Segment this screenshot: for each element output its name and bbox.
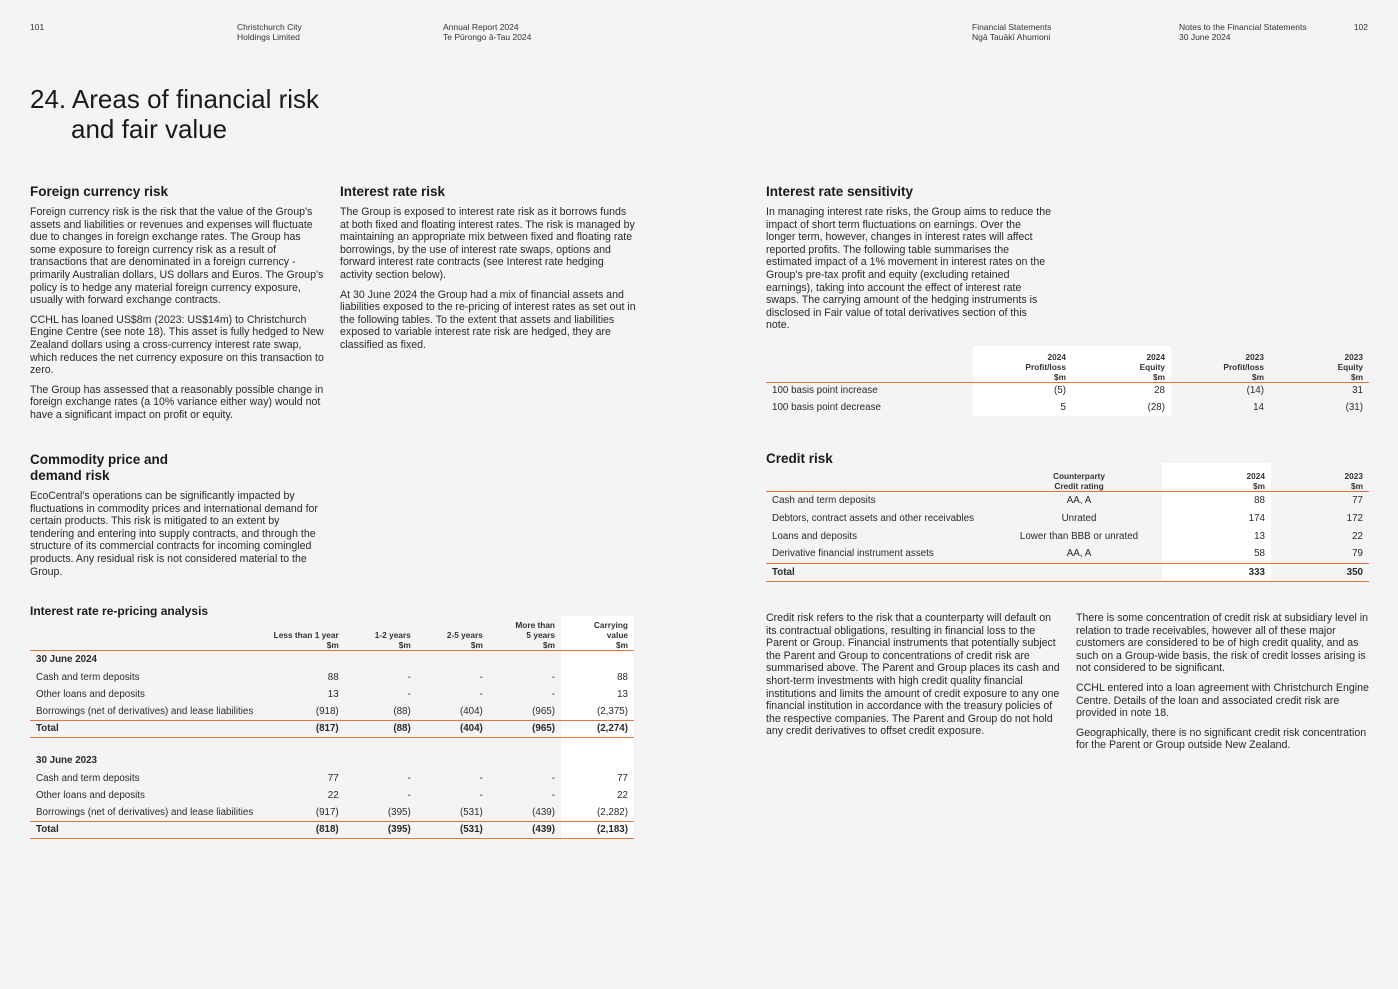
table-cell: 77 xyxy=(1352,494,1363,506)
table-cell: Cash and term deposits xyxy=(36,773,140,784)
credit-col-header: 2023 $m xyxy=(1344,470,1363,491)
table-cell: 88 xyxy=(561,669,634,686)
table-cell: (439) xyxy=(532,824,556,835)
table-cell: 31 xyxy=(1352,385,1363,397)
repricing-row xyxy=(30,669,634,686)
table-cell: Cash and term deposits xyxy=(36,672,140,683)
table-cell xyxy=(561,751,634,770)
table-cell: 14 xyxy=(1253,402,1264,413)
table-cell: Borrowings (net of derivatives) and lease liabilities xyxy=(36,806,254,818)
page-title-line1: 24. Areas of financial risk xyxy=(30,84,320,114)
table-cell: Loans and deposits xyxy=(772,530,857,542)
table-cell: - xyxy=(551,773,556,784)
credit-row xyxy=(766,527,1369,545)
table-cell xyxy=(30,737,268,751)
table-cell xyxy=(268,650,345,669)
table-cell xyxy=(345,751,417,770)
org-name xyxy=(237,22,302,42)
table-cell: Derivative financial instrument assets xyxy=(772,548,934,560)
sensitivity-p1: In managing interest rate risks, the Group aims to reduce the impact of short term fluctuations on earnings. Over the longer term, however, changes in interest rates will affect reported profits. The following table summarises the estimated impact of a 1% movement in interest rates on the Group's pre-tax profit and equity (excluding retained earnings), taking into account the effect of interest rate swaps. The carrying amount of the hedging instruments is disclosed in Fair value of total derivatives section of this note. xyxy=(766,206,1051,332)
credit-row xyxy=(766,545,1369,563)
page-title xyxy=(30,84,319,144)
table-cell: Debtors, contract assets and other receivables xyxy=(772,512,975,524)
table-cell: 79 xyxy=(1352,548,1363,560)
table-cell: 77 xyxy=(327,773,339,784)
table-cell xyxy=(417,737,489,751)
table-cell: 100 basis point decrease xyxy=(772,402,881,413)
table-cell: (965) xyxy=(532,705,556,717)
table-cell: 88 xyxy=(1162,491,1271,509)
table-cell: (818) xyxy=(315,824,339,835)
repricing-section-row xyxy=(30,751,634,770)
repricing-row xyxy=(30,703,634,720)
credit-col-header: 2024 $m xyxy=(1162,463,1271,491)
interest-rate-risk-section xyxy=(340,184,636,359)
table-cell: 100 basis point increase xyxy=(772,385,878,397)
table-cell: 13 xyxy=(327,689,339,700)
table-cell xyxy=(417,751,489,770)
sensitivity-col-header: 2024 Equity $m xyxy=(1072,346,1171,382)
credit-col-header: Counterparty Credit rating xyxy=(1052,470,1106,491)
table-cell: 30 June 2023 xyxy=(36,755,98,766)
repricing-table xyxy=(30,616,634,839)
table-cell: (2,183) xyxy=(561,821,634,838)
repricing-row xyxy=(30,787,634,804)
sensitivity-col-header: 2024 Profit/loss $m xyxy=(973,346,1072,382)
table-cell: (395) xyxy=(387,806,411,818)
table-cell: 28 xyxy=(1072,382,1171,399)
section-name-line1: Financial Statements xyxy=(972,22,1052,32)
table-cell xyxy=(561,650,634,669)
section-name-line2: Ngā Tauākī Ahumoni xyxy=(972,32,1051,42)
page-title-line2: and fair value xyxy=(71,114,228,144)
left-page-number: 101 xyxy=(30,22,45,32)
credit-p-left: Credit risk refers to the risk that a counterparty will default on its contractual obligations, resulting in financial loss to the Parent or Group. Financial instruments that potentially subject the Parent and Group to concentrations of credit risk are summarised above. The Parent and Group places its cash and short-term investments with high credit quality financial institutions and limits the amount of credit exposure to any one financial institution in accordance with the treasury policies of the respective companies. The Parent and Group do not hold any credit derivatives to offset credit exposure. xyxy=(766,612,1060,738)
commodity-heading xyxy=(30,452,326,484)
credit-row xyxy=(766,509,1369,527)
notes-name-line2: 30 June 2024 xyxy=(1179,32,1231,42)
credit-row xyxy=(766,491,1369,509)
table-cell: - xyxy=(479,672,483,683)
foreign-currency-section xyxy=(30,184,326,429)
right-page-number: 102 xyxy=(1353,22,1368,32)
credit-heading: Credit risk xyxy=(766,451,833,466)
table-cell xyxy=(345,737,417,751)
table-cell: 22 xyxy=(1352,530,1363,542)
table-cell: 58 xyxy=(1162,545,1271,563)
table-cell: - xyxy=(407,672,411,683)
table-cell: Total xyxy=(772,566,795,578)
table-cell: - xyxy=(479,773,483,784)
table-cell xyxy=(489,737,561,751)
table-cell: (395) xyxy=(387,824,411,835)
notes-name xyxy=(1179,22,1307,42)
table-cell: (88) xyxy=(393,723,411,734)
table-cell: (817) xyxy=(315,723,339,734)
table-cell: AA, A xyxy=(1066,494,1092,506)
sensitivity-col-header: 2023 Equity $m xyxy=(1337,351,1363,382)
interest-rate-risk-p2: At 30 June 2024 the Group had a mix of financial assets and liabilities exposed to the re-pricing of interest rates as set out in the following tables. To the extent that assets and liabilities exposed to variable interest rate risk are hedged, they are classified as fixed. xyxy=(340,288,636,351)
credit-header-row xyxy=(766,463,1369,491)
report-name-line2: Te Pūrongo ā-Tau 2024 xyxy=(443,32,532,42)
repricing-header-blank xyxy=(30,616,268,650)
repricing-total-row xyxy=(30,720,634,737)
commodity-section xyxy=(30,452,326,585)
table-cell: 77 xyxy=(561,770,634,787)
sensitivity-row xyxy=(766,382,1369,399)
org-name-line2: Holdings Limited xyxy=(237,32,300,42)
repricing-col-header: More than 5 years $m xyxy=(515,619,556,650)
table-cell: 333 xyxy=(1162,563,1271,581)
table-cell: 172 xyxy=(1346,512,1363,524)
foreign-currency-heading: Foreign currency risk xyxy=(30,184,169,199)
table-cell xyxy=(489,751,561,770)
credit-table xyxy=(766,463,1369,582)
interest-rate-risk-heading: Interest rate risk xyxy=(340,184,446,199)
report-name-line1: Annual Report 2024 xyxy=(443,22,519,32)
table-cell: 13 xyxy=(561,686,634,703)
table-cell: - xyxy=(407,773,411,784)
table-cell: 22 xyxy=(561,787,634,804)
table-cell: 350 xyxy=(1346,566,1363,578)
repricing-row xyxy=(30,804,634,821)
table-cell: Total xyxy=(36,723,59,734)
table-cell: Other loans and deposits xyxy=(36,689,145,700)
table-cell: 88 xyxy=(327,672,339,683)
repricing-total-row xyxy=(30,821,634,838)
table-cell: - xyxy=(479,689,483,700)
table-cell: 5 xyxy=(973,399,1072,416)
table-cell: AA, A xyxy=(1066,548,1092,560)
table-cell: (2,282) xyxy=(561,804,634,821)
table-cell: (531) xyxy=(459,824,483,835)
repricing-row xyxy=(30,686,634,703)
table-cell: Borrowings (net of derivatives) and lease liabilities xyxy=(36,705,254,717)
table-cell: - xyxy=(479,790,483,801)
repricing-header-row xyxy=(30,616,634,650)
table-cell xyxy=(561,737,634,751)
foreign-currency-p1: Foreign currency risk is the risk that the value of the Group's assets and liabilities or revenues and expenses will fluctuate due to changes in foreign exchange rates. The Group has some exposure to foreign currency risk as a result of transactions that are denominated in a foreign currency - primarily Australian dollars, US dollars and Euros. The Group's policy is to hedge any material foreign currency exposure, usually with forward exchange contracts. xyxy=(30,206,324,307)
table-cell xyxy=(345,650,417,669)
table-cell xyxy=(417,650,489,669)
repricing-col-header: Carrying value $m xyxy=(561,616,634,650)
repricing-col-header: 1-2 years $m xyxy=(374,629,411,650)
table-cell: 22 xyxy=(327,790,339,801)
table-cell: (917) xyxy=(315,806,339,818)
sensitivity-header-row xyxy=(766,346,1369,382)
table-cell xyxy=(489,650,561,669)
table-cell: (14) xyxy=(1246,385,1264,397)
sensitivity-section xyxy=(766,184,1051,339)
section-name xyxy=(972,22,1051,42)
credit-p-right3: Geographically, there is no significant credit risk concentration for the Parent or Group outside New Zealand. xyxy=(1076,726,1367,752)
table-cell: (31) xyxy=(1345,402,1363,413)
table-cell: Lower than BBB or unrated xyxy=(1019,530,1139,542)
repricing-section-row xyxy=(30,650,634,669)
table-cell: - xyxy=(407,689,411,700)
table-cell: (2,274) xyxy=(561,720,634,737)
commodity-heading-line1: Commodity price and xyxy=(30,452,169,467)
table-cell: (88) xyxy=(393,705,411,717)
table-cell xyxy=(996,563,1162,581)
commodity-heading-line2: demand risk xyxy=(30,468,110,483)
table-cell: 30 June 2024 xyxy=(36,654,98,666)
repricing-col-header: 2-5 years $m xyxy=(446,629,483,650)
foreign-currency-p3: The Group has assessed that a reasonably possible change in foreign exchange rates (a 10% variance either way) would not have a significant impact on profit or equity. xyxy=(30,383,324,421)
sensitivity-row xyxy=(766,399,1369,416)
report-name xyxy=(443,22,531,42)
table-cell: - xyxy=(551,790,556,801)
notes-name-line1: Notes to the Financial Statements xyxy=(1179,22,1307,32)
table-cell: - xyxy=(551,689,556,700)
table-cell xyxy=(268,751,345,770)
table-cell: (439) xyxy=(532,806,556,818)
sensitivity-heading: Interest rate sensitivity xyxy=(766,184,914,199)
sensitivity-header-blank xyxy=(766,346,973,382)
table-cell: 13 xyxy=(1162,527,1271,545)
credit-text-left xyxy=(766,612,1062,745)
table-cell: (918) xyxy=(315,705,339,717)
table-cell xyxy=(268,737,345,751)
table-cell: Cash and term deposits xyxy=(772,494,876,506)
table-cell: 174 xyxy=(1162,509,1271,527)
table-cell: - xyxy=(551,672,556,683)
interest-rate-risk-p1: The Group is exposed to interest rate risk as it borrows funds at both fixed and floating interest rates. The risk is managed by maintaining an appropriate mix between fixed and floating rate borrowings, by the use of interest rate swaps, options and forward interest rate contracts (see Interest rate hedging activity section below). xyxy=(340,206,635,281)
table-cell: (28) xyxy=(1072,399,1171,416)
table-cell: Total xyxy=(36,824,59,835)
table-cell: (5) xyxy=(973,382,1072,399)
foreign-currency-p2: CCHL has loaned US$8m (2023: US$14m) to Christchurch Engine Centre (see note 18). This asset is fully hedged to New Zealand dollars using a cross-currency interest rate swap, which reduces the net currency exposure on this transaction to zero. xyxy=(30,313,324,377)
org-name-line1: Christchurch City xyxy=(237,22,302,32)
table-cell: Unrated xyxy=(1061,512,1097,524)
table-cell: (2,375) xyxy=(561,703,634,720)
table-cell: (404) xyxy=(459,705,483,717)
credit-total-row xyxy=(766,563,1369,581)
credit-p-right1: There is some concentration of credit risk at subsidiary level in relation to trade receivables, however all of these major customers are considered to be of high credit quality, and as such on a Group-wide basis, the risk of credit losses arising is not considered to be significant. xyxy=(1076,612,1369,675)
table-cell: Other loans and deposits xyxy=(36,790,145,801)
credit-header-blank xyxy=(766,463,996,491)
table-cell: (965) xyxy=(532,723,556,734)
table-cell: (531) xyxy=(459,806,483,818)
sensitivity-table xyxy=(766,346,1369,416)
credit-text-right xyxy=(1076,612,1372,759)
sensitivity-col-header: 2023 Profit/loss $m xyxy=(1223,351,1264,382)
repricing-spacer-row xyxy=(30,737,634,751)
repricing-col-header: Less than 1 year $m xyxy=(273,629,339,650)
repricing-row xyxy=(30,770,634,787)
table-cell: (404) xyxy=(459,723,483,734)
credit-p-right2: CCHL entered into a loan agreement with Christchurch Engine Centre. Details of the loan and associated credit risk are provided in note 18. xyxy=(1076,681,1369,720)
table-cell: - xyxy=(407,790,411,801)
commodity-p1: EcoCentral's operations can be significantly impacted by fluctuations in commodity prices and international demand for certain products. This risk is mitigated to an extent by tendering and entering into supply contracts, and through the structure of its commercial contracts for incoming comingled products. Any residual risk is not considered material to the Group. xyxy=(30,490,318,578)
repricing-heading: Interest rate re-pricing analysis xyxy=(30,604,209,618)
